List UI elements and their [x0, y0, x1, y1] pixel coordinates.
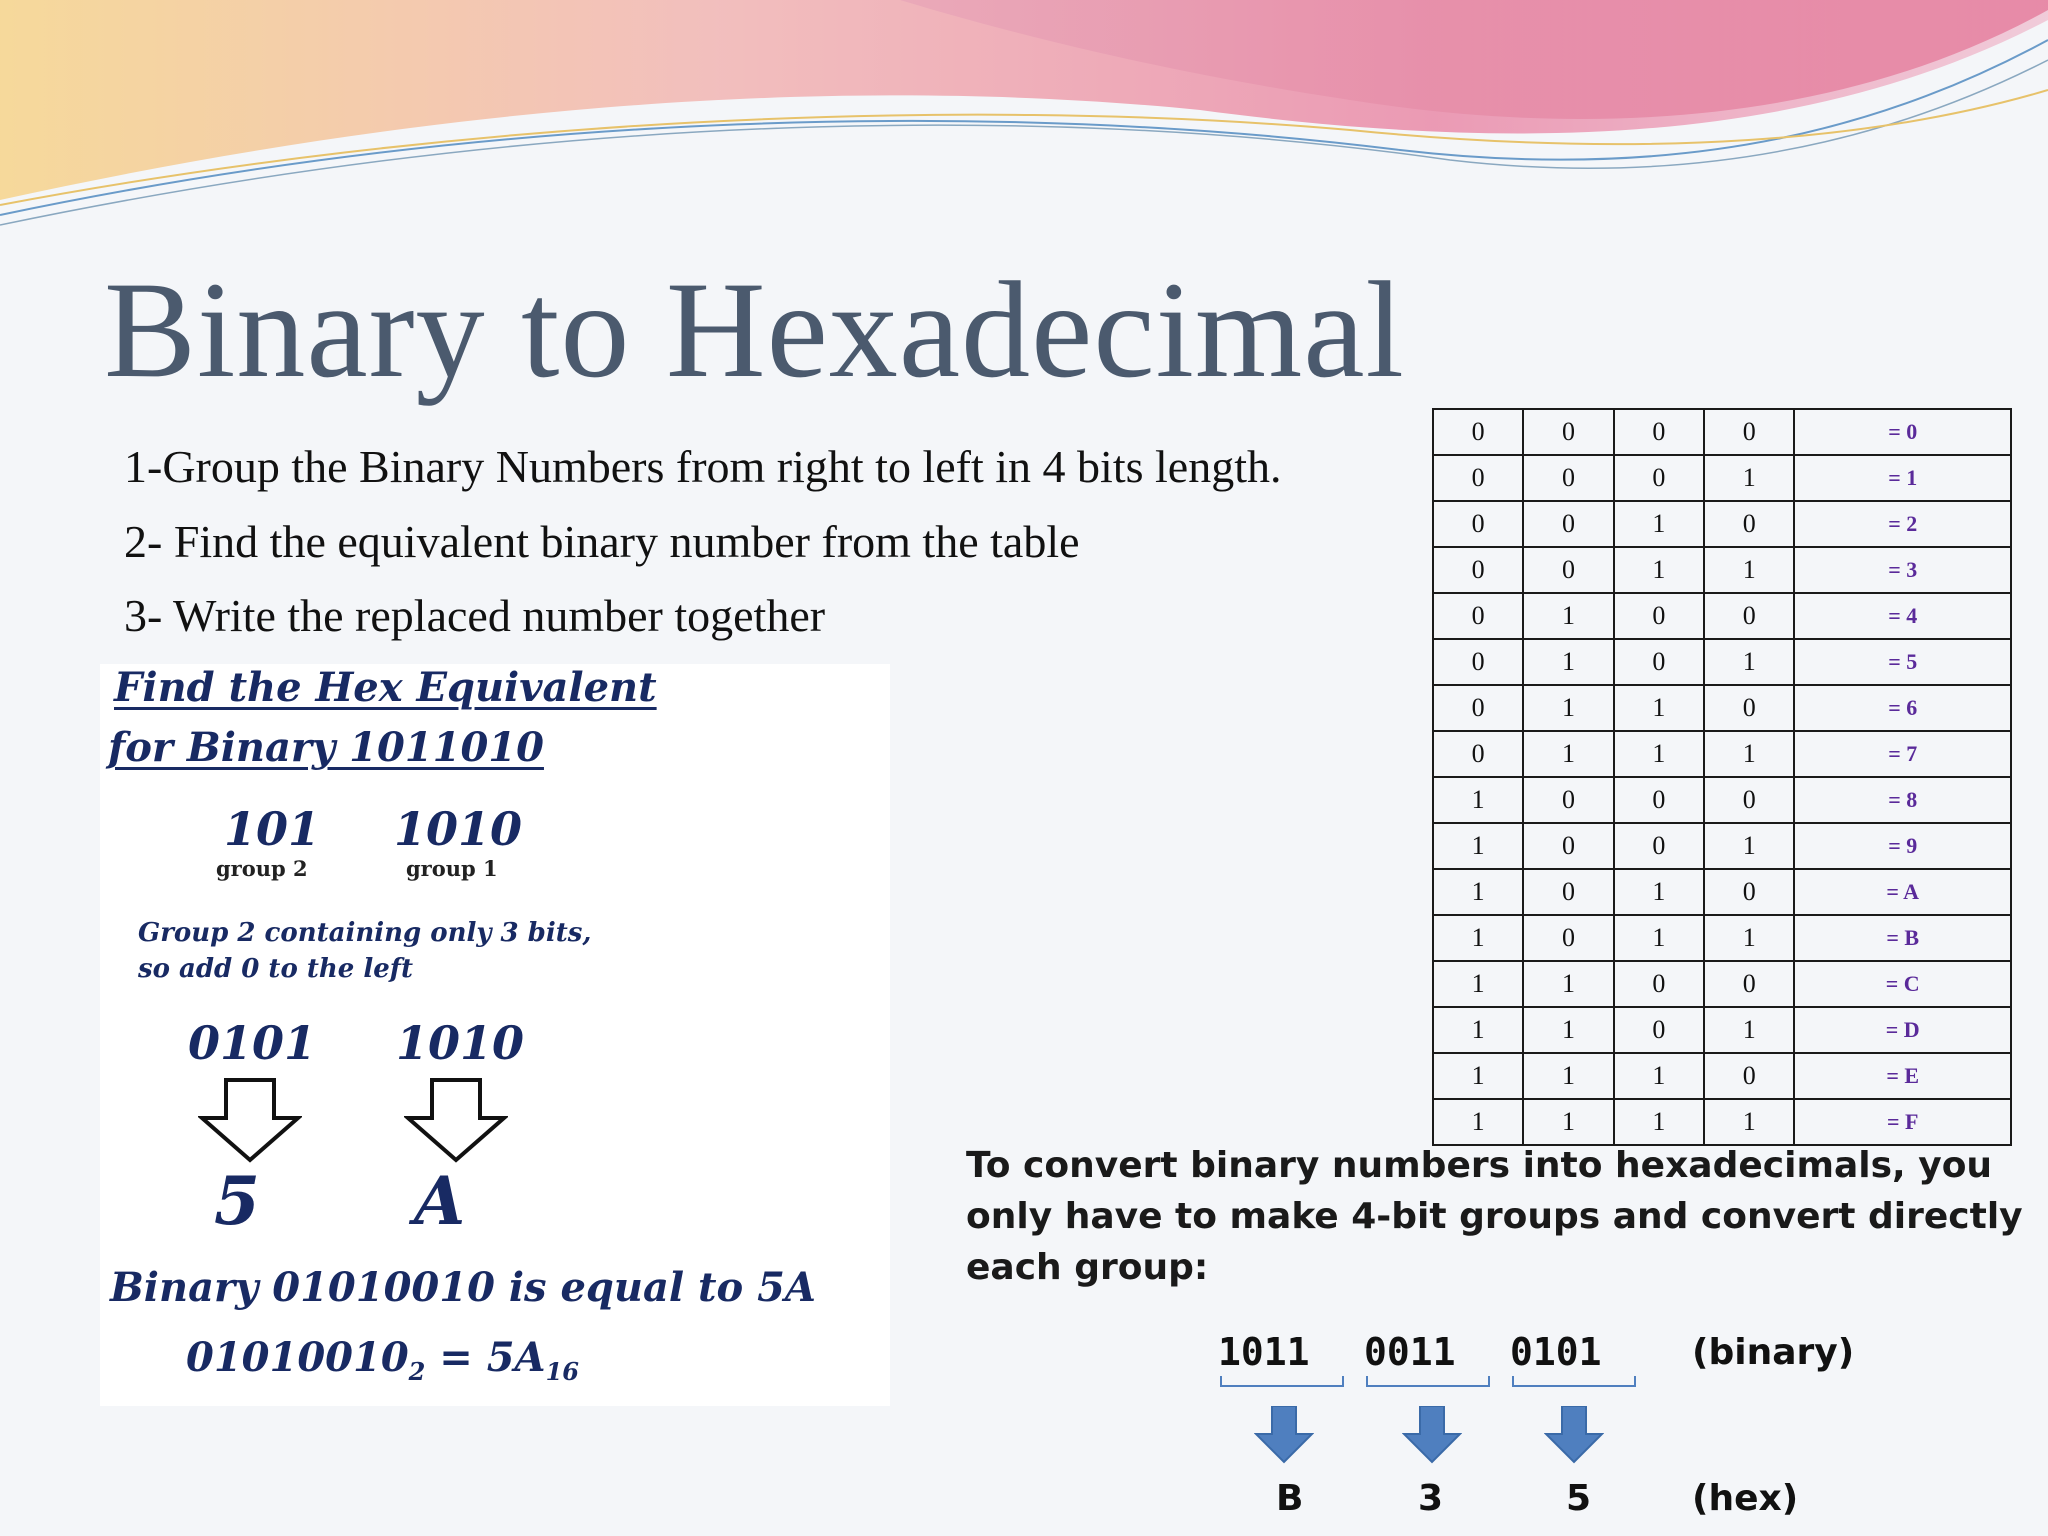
- conversion-description: To convert binary numbers into hexadecimals, you only have to make 4-bit groups and convert directly each group:: [966, 1145, 2023, 1288]
- bit-cell: 0: [1523, 409, 1613, 455]
- group-bracket: [1366, 1376, 1490, 1387]
- bit-cell: 1: [1704, 547, 1794, 593]
- formula-right-base: 16: [545, 1357, 579, 1386]
- bit-cell: 1: [1523, 1053, 1613, 1099]
- table-row: [1433, 1007, 2011, 1053]
- bit-cell: 0: [1614, 1007, 1704, 1053]
- bit-cell: 0: [1704, 777, 1794, 823]
- padded-group1: 1010: [396, 1016, 525, 1070]
- bit-cell: 1: [1523, 731, 1613, 777]
- group2-bits: 101: [224, 802, 321, 856]
- bit-cell: 0: [1614, 455, 1704, 501]
- bit-cell: 1: [1704, 915, 1794, 961]
- bit-cell: 0: [1704, 961, 1794, 1007]
- bit-cell: 1: [1614, 501, 1704, 547]
- table-row: [1433, 961, 2011, 1007]
- hex-value-cell: = C: [1794, 961, 2011, 1007]
- blue-down-arrow-icon: [1544, 1406, 1604, 1464]
- bit-cell: 1: [1704, 823, 1794, 869]
- table-row: [1433, 501, 2011, 547]
- group-bracket: [1220, 1376, 1344, 1387]
- hex-value-cell: = 9: [1794, 823, 2011, 869]
- bit-cell: 1: [1433, 823, 1523, 869]
- bit-cell: 0: [1614, 823, 1704, 869]
- down-arrow-icon: [198, 1078, 302, 1164]
- group-bracket: [1512, 1376, 1636, 1387]
- hex-value-cell: = F: [1794, 1099, 2011, 1145]
- bit-cell: 0: [1704, 593, 1794, 639]
- bit-cell: 1: [1433, 777, 1523, 823]
- bit-cell: 0: [1433, 409, 1523, 455]
- bit-cell: 0: [1523, 501, 1613, 547]
- bit-cell: 0: [1704, 409, 1794, 455]
- binary-hex-table: [1432, 408, 2012, 1146]
- group1-bits: 1010: [394, 802, 523, 856]
- group2-label: group 2: [216, 856, 308, 881]
- group1-label: group 1: [406, 856, 498, 881]
- bit-cell: 0: [1523, 547, 1613, 593]
- hex-value-cell: = 7: [1794, 731, 2011, 777]
- bit-cell: 0: [1614, 409, 1704, 455]
- note-line2: so add 0 to the left: [138, 954, 413, 984]
- bit-cell: 1: [1704, 1099, 1794, 1145]
- hex-value-cell: = E: [1794, 1053, 2011, 1099]
- bit-cell: 0: [1433, 685, 1523, 731]
- binary-group-3: 0101: [1510, 1330, 1602, 1374]
- bit-cell: 0: [1704, 501, 1794, 547]
- bit-cell: 1: [1523, 639, 1613, 685]
- bit-cell: 0: [1433, 731, 1523, 777]
- table-row: [1433, 1099, 2011, 1145]
- bit-cell: 1: [1523, 961, 1613, 1007]
- bit-cell: 1: [1523, 593, 1613, 639]
- bit-cell: 1: [1704, 731, 1794, 777]
- hex-label: (hex): [1692, 1478, 1799, 1519]
- slide-title: Binary to Hexadecimal: [104, 253, 1405, 406]
- hex-value-cell: = 1: [1794, 455, 2011, 501]
- blue-down-arrow-icon: [1402, 1406, 1462, 1464]
- bit-cell: 1: [1433, 915, 1523, 961]
- bit-cell: 0: [1523, 915, 1613, 961]
- bit-cell: 1: [1614, 869, 1704, 915]
- binary-label: (binary): [1692, 1332, 1855, 1373]
- bit-cell: 0: [1614, 639, 1704, 685]
- bit-cell: 0: [1523, 823, 1613, 869]
- example-heading-line2: for Binary 1011010: [108, 724, 544, 771]
- bit-cell: 1: [1523, 685, 1613, 731]
- bit-cell: 1: [1704, 455, 1794, 501]
- bit-cell: 1: [1614, 685, 1704, 731]
- hex-digit-1: B: [1276, 1478, 1304, 1519]
- bit-cell: 1: [1704, 1007, 1794, 1053]
- bit-cell: 0: [1433, 501, 1523, 547]
- bit-cell: 0: [1433, 547, 1523, 593]
- header-wave-decoration: [0, 0, 2048, 240]
- bit-cell: 1: [1433, 869, 1523, 915]
- formula: [186, 1334, 579, 1386]
- bit-cell: 1: [1614, 547, 1704, 593]
- step-1: 1-Group the Binary Numbers from right to left in 4 bits length.: [124, 441, 1282, 492]
- bit-cell: 1: [1523, 1099, 1613, 1145]
- formula-left: 01010010: [186, 1334, 409, 1381]
- hex-value-cell: = A: [1794, 869, 2011, 915]
- hex-digit-2: 3: [1418, 1478, 1444, 1519]
- bit-cell: 0: [1523, 455, 1613, 501]
- hex-value-cell: = 6: [1794, 685, 2011, 731]
- binary-group-1: 1011: [1218, 1330, 1310, 1374]
- formula-mid: = 5A: [425, 1334, 546, 1381]
- bit-cell: 1: [1433, 1053, 1523, 1099]
- table-row: [1433, 455, 2011, 501]
- bit-cell: 1: [1433, 1099, 1523, 1145]
- bit-cell: 0: [1704, 1053, 1794, 1099]
- bit-cell: 1: [1614, 1099, 1704, 1145]
- table-row: [1433, 593, 2011, 639]
- bit-cell: 0: [1614, 777, 1704, 823]
- hex-value-cell: = 5: [1794, 639, 2011, 685]
- hex-value-cell: = 4: [1794, 593, 2011, 639]
- table-row: [1433, 777, 2011, 823]
- bit-cell: 0: [1523, 777, 1613, 823]
- bit-cell: 0: [1614, 961, 1704, 1007]
- result-group2: 5: [214, 1162, 260, 1240]
- table-row: [1433, 869, 2011, 915]
- table-row: [1433, 1053, 2011, 1099]
- formula-left-base: 2: [408, 1357, 426, 1386]
- blue-down-arrow-icon: [1254, 1406, 1314, 1464]
- step-3: 3- Write the replaced number together: [124, 590, 826, 641]
- bit-cell: 1: [1614, 915, 1704, 961]
- bit-cell: 0: [1704, 685, 1794, 731]
- bit-cell: 1: [1523, 1007, 1613, 1053]
- bit-cell: 1: [1614, 1053, 1704, 1099]
- bit-cell: 0: [1523, 869, 1613, 915]
- bit-cell: 0: [1704, 869, 1794, 915]
- result-group1: A: [414, 1162, 466, 1240]
- hex-value-cell: = 0: [1794, 409, 2011, 455]
- example-heading-line1: Find the Hex Equivalent: [114, 664, 657, 711]
- table-row: [1433, 547, 2011, 593]
- bit-cell: 1: [1433, 1007, 1523, 1053]
- table-row: [1433, 639, 2011, 685]
- hex-value-cell: = 8: [1794, 777, 2011, 823]
- table-row: [1433, 915, 2011, 961]
- bit-cell: 0: [1433, 455, 1523, 501]
- table-row: [1433, 409, 2011, 455]
- bit-cell: 0: [1614, 593, 1704, 639]
- hex-value-cell: = D: [1794, 1007, 2011, 1053]
- bit-cell: 0: [1433, 593, 1523, 639]
- bit-cell: 1: [1704, 639, 1794, 685]
- note-line1: Group 2 containing only 3 bits,: [138, 918, 592, 948]
- bit-cell: 1: [1614, 731, 1704, 777]
- hex-value-cell: = B: [1794, 915, 2011, 961]
- binary-group-2: 0011: [1364, 1330, 1456, 1374]
- conclusion-text: Binary 01010010 is equal to 5A: [110, 1264, 816, 1311]
- step-2: 2- Find the equivalent binary number from the table: [124, 516, 1080, 567]
- hex-value-cell: = 2: [1794, 501, 2011, 547]
- table-row: [1433, 731, 2011, 777]
- down-arrow-icon: [404, 1078, 508, 1164]
- table-row: [1433, 685, 2011, 731]
- padded-group2: 0101: [188, 1016, 317, 1070]
- bit-cell: 0: [1433, 639, 1523, 685]
- hex-value-cell: = 3: [1794, 547, 2011, 593]
- bit-cell: 1: [1433, 961, 1523, 1007]
- hex-digit-3: 5: [1566, 1478, 1592, 1519]
- table-row: [1433, 823, 2011, 869]
- example-panel: [100, 664, 890, 1406]
